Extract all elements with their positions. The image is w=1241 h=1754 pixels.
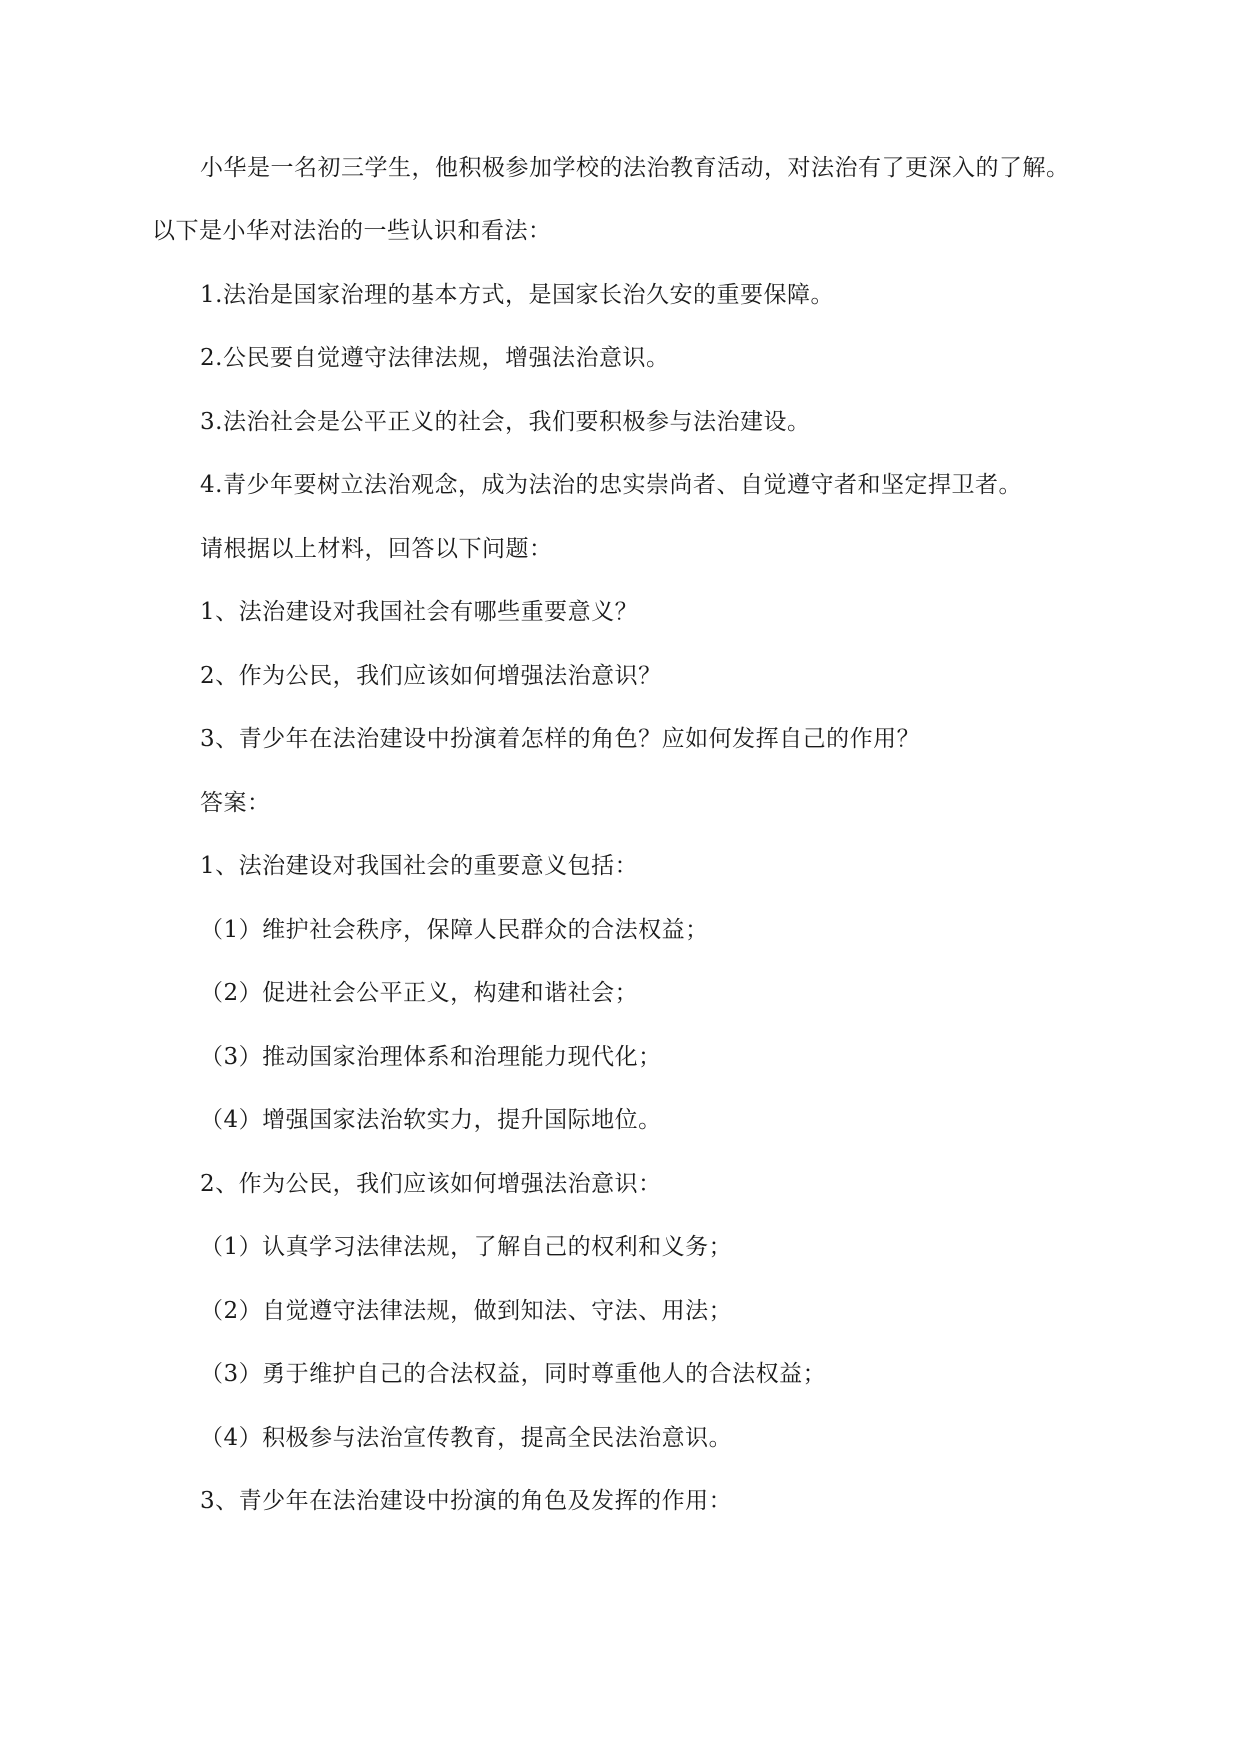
question-1: 1、法治建设对我国社会有哪些重要意义？ xyxy=(200,599,639,625)
view-item-4: 4.青少年要树立法治观念，成为法治的忠实崇尚者、自觉遵守者和坚定捍卫者。 xyxy=(200,472,1022,498)
answer-1-point-2: （2）促进社会公平正义，构建和谐社会； xyxy=(200,980,639,1006)
intro-line-2: 以下是小华对法治的一些认识和看法： xyxy=(152,218,552,244)
question-3: 3、青少年在法治建设中扮演着怎样的角色？应如何发挥自己的作用？ xyxy=(200,726,921,752)
answer-2-point-1: （1）认真学习法律法规，了解自己的权利和义务； xyxy=(200,1234,733,1260)
view-item-1: 1.法治是国家治理的基本方式，是国家长治久安的重要保障。 xyxy=(200,282,834,308)
answer-2-heading: 2、作为公民，我们应该如何增强法治意识： xyxy=(200,1171,662,1197)
answer-2-point-4: （4）积极参与法治宣传教育，提高全民法治意识。 xyxy=(200,1425,733,1451)
answer-1-point-1: （1）维护社会秩序，保障人民群众的合法权益； xyxy=(200,917,709,943)
answer-1-point-4: （4）增强国家法治软实力，提升国际地位。 xyxy=(200,1107,662,1133)
answer-1-heading: 1、法治建设对我国社会的重要意义包括： xyxy=(200,853,639,879)
intro-line-1: 小华是一名初三学生，他积极参加学校的法治教育活动，对法治有了更深入的了解。 xyxy=(200,155,1070,181)
view-item-2: 2.公民要自觉遵守法律法规，增强法治意识。 xyxy=(200,345,670,371)
view-item-3: 3.法治社会是公平正义的社会，我们要积极参与法治建设。 xyxy=(200,409,811,435)
answer-label: 答案： xyxy=(200,790,271,816)
answer-2-point-2: （2）自觉遵守法律法规，做到知法、守法、用法； xyxy=(200,1298,733,1324)
question-prompt: 请根据以上材料，回答以下问题： xyxy=(200,536,553,562)
question-2: 2、作为公民，我们应该如何增强法治意识？ xyxy=(200,663,662,689)
answer-2-point-3: （3）勇于维护自己的合法权益，同时尊重他人的合法权益； xyxy=(200,1361,827,1387)
answer-3-heading: 3、青少年在法治建设中扮演的角色及发挥的作用： xyxy=(200,1488,733,1514)
answer-1-point-3: （3）推动国家治理体系和治理能力现代化； xyxy=(200,1044,662,1070)
